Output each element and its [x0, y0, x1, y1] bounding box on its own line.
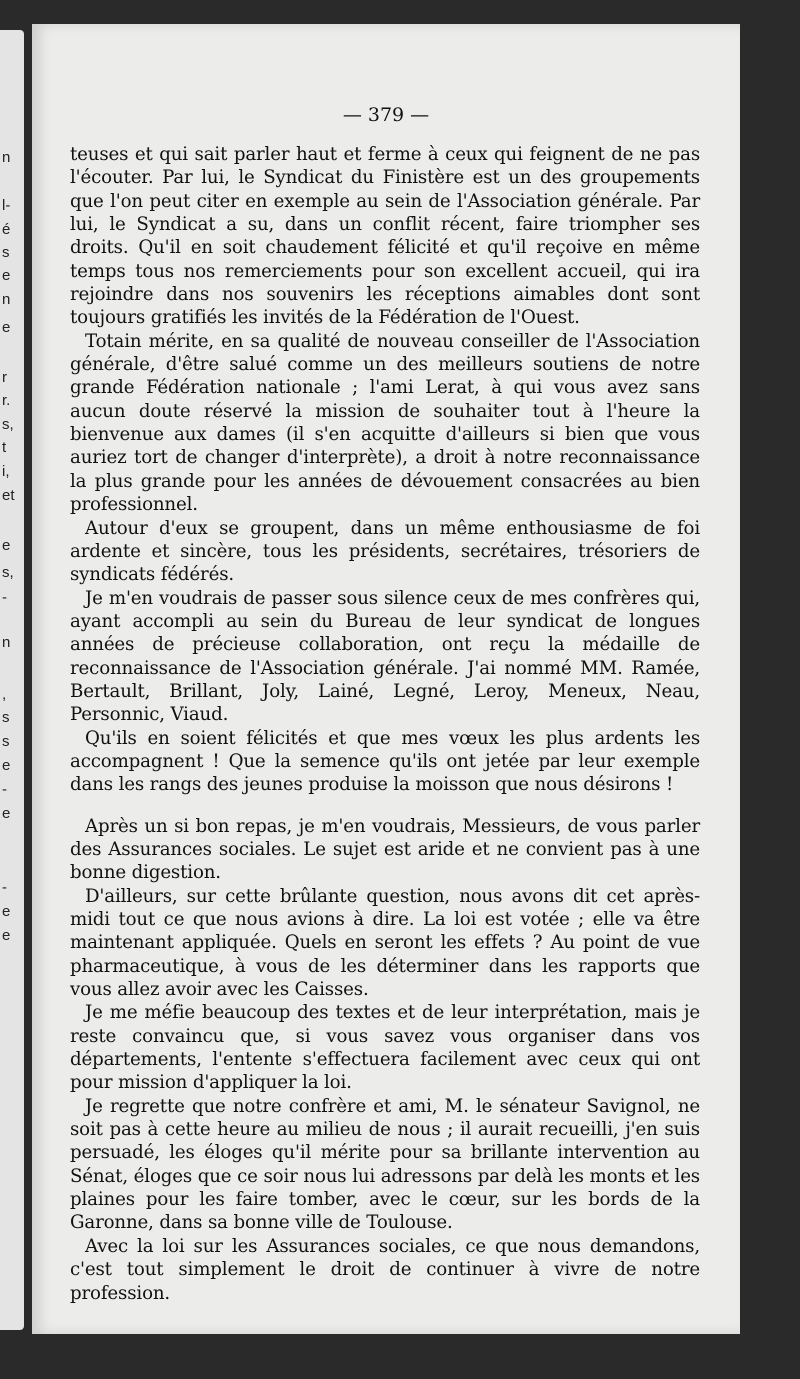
facing-page-fragment: e: [2, 757, 11, 774]
facing-page-fragment: -: [2, 589, 7, 606]
paragraph: Après un si bon repas, je m'en voudrais, Messieurs, de vous parler des Assurances sociales. Le sujet est aride et ne convient pas à une bonne digestion.: [70, 815, 700, 884]
facing-page-fragment: e: [2, 537, 11, 554]
facing-page-fragment: e: [2, 805, 11, 822]
paragraph: Je m'en voudrais de passer sous silence ceux de mes confrères qui, ayant accompli au sein du Bureau de leur syndicat de longues années de précieuse collaboration, ont reçu la médaille de reconnaissance de l'Association générale. J'ai nommé MM. Ramée, Bertault, Brillant, Joly, Lainé, Legné, Leroy, Meneux, Neau, Personnic, Viaud.: [70, 587, 700, 726]
facing-page-fragment: e: [2, 903, 11, 920]
facing-page-fragment: n: [2, 634, 11, 651]
paragraph: Autour d'eux se groupent, dans un même enthousiasme de foi ardente et sincère, tous les présidents, secrétaires, trésoriers de syndicats fédérés.: [70, 517, 700, 586]
facing-page-fragment: s: [2, 709, 10, 726]
facing-page-fragment: i,: [2, 463, 10, 480]
facing-page-edge: [0, 30, 24, 1330]
facing-page-fragment: e: [2, 267, 11, 284]
body-text: [70, 143, 700, 1305]
facing-page-fragment: t: [2, 439, 7, 456]
facing-page-fragment: l-: [2, 197, 11, 214]
paragraph: Qu'ils en soient félicités et que mes vœux les plus ardents les accompagnent ! Que la semence qu'ils ont jetée par leur exemple dans les rangs des jeunes produise la moisson que nous désirons !: [70, 727, 700, 796]
paragraph: Je regrette que notre confrère et ami, M. le sénateur Savignol, ne soit pas à cette heure au milieu de nous ; il aurait recueilli, j'en suis persuadé, les éloges qu'il mérite pour sa brillante intervention au Sénat, éloges que ce soir nous lui adressons par delà les monts et les plaines pour les faire tomber, avec le cœur, sur les bords de la Garonne, dans sa bonne ville de Toulouse.: [70, 1095, 700, 1234]
facing-page-fragment: r: [2, 369, 7, 386]
facing-page-fragment: s: [2, 733, 10, 750]
facing-page-fragment: e: [2, 927, 11, 944]
facing-page-fragment: -: [2, 781, 7, 798]
book-page: [32, 24, 740, 1334]
paragraph: teuses et qui sait parler haut et ferme à ceux qui feignent de ne pas l'écouter. Par lui, le Syndicat du Finistère est un des groupements que l'on peut citer en exemple au sein de l'Association générale. Par lui, le Syndicat a su, dans un conflit récent, faire triompher ses droits. Qu'il en soit chaudement félicité et qu'il reçoive en même temps tous nos remerciements pour son excellent accueil, qui ira rejoindre dans nos souvenirs les réceptions aimables dont sont toujours gratifiés les invités de la Fédération de l'Ouest.: [70, 144, 700, 329]
facing-page-fragment: n: [2, 291, 11, 308]
facing-page-fragment: et: [2, 487, 15, 504]
paragraph: Avec la loi sur les Assurances sociales, ce que nous demandons, c'est tout simplement le droit de continuer à vivre de notre profession.: [70, 1235, 700, 1304]
paragraph: D'ailleurs, sur cette brûlante question, nous avons dit cet après-midi tout ce que nous avions à dire. La loi est votée ; elle va être maintenant appliquée. Quels en seront les effets ? Au point de vue pharmaceutique, à vous de les déterminer dans les rapports que vous allez avoir avec les Caisses.: [70, 885, 700, 1001]
facing-page-fragment: s,: [2, 564, 14, 581]
facing-page-fragment: n: [2, 149, 11, 166]
facing-page-fragment: s: [2, 244, 10, 261]
paragraph: Totain mérite, en sa qualité de nouveau conseiller de l'Association générale, d'être salué comme un des meilleurs soutiens de notre grande Fédération nationale ; l'ami Lerat, à qui vous avez sans aucun doute réservé la mission de souhaiter tout à l'heure la bienvenue aux dames (il s'en acquitte d'ailleurs si bien que vous auriez tort de changer d'interprète), a droit à notre reconnaissance la plus grande pour les années de dévouement consacrées au bien professionnel.: [70, 330, 700, 516]
facing-page-fragment: é: [2, 221, 11, 238]
section-gap: [70, 797, 700, 815]
facing-page-fragment: e: [2, 319, 11, 336]
facing-page-fragment: ,: [2, 686, 7, 703]
page-number: — 379 —: [342, 104, 430, 126]
facing-page-fragment: r.: [2, 392, 11, 409]
facing-page-fragment: s,: [2, 416, 14, 433]
facing-page-fragment: -: [2, 879, 7, 896]
paragraph: Je me méfie beaucoup des textes et de leur interprétation, mais je reste convaincu que, si vous savez vous organiser dans vos départements, l'entente s'effectuera facilement avec ceux qui ont pour mission d'appliquer la loi.: [70, 1002, 700, 1094]
